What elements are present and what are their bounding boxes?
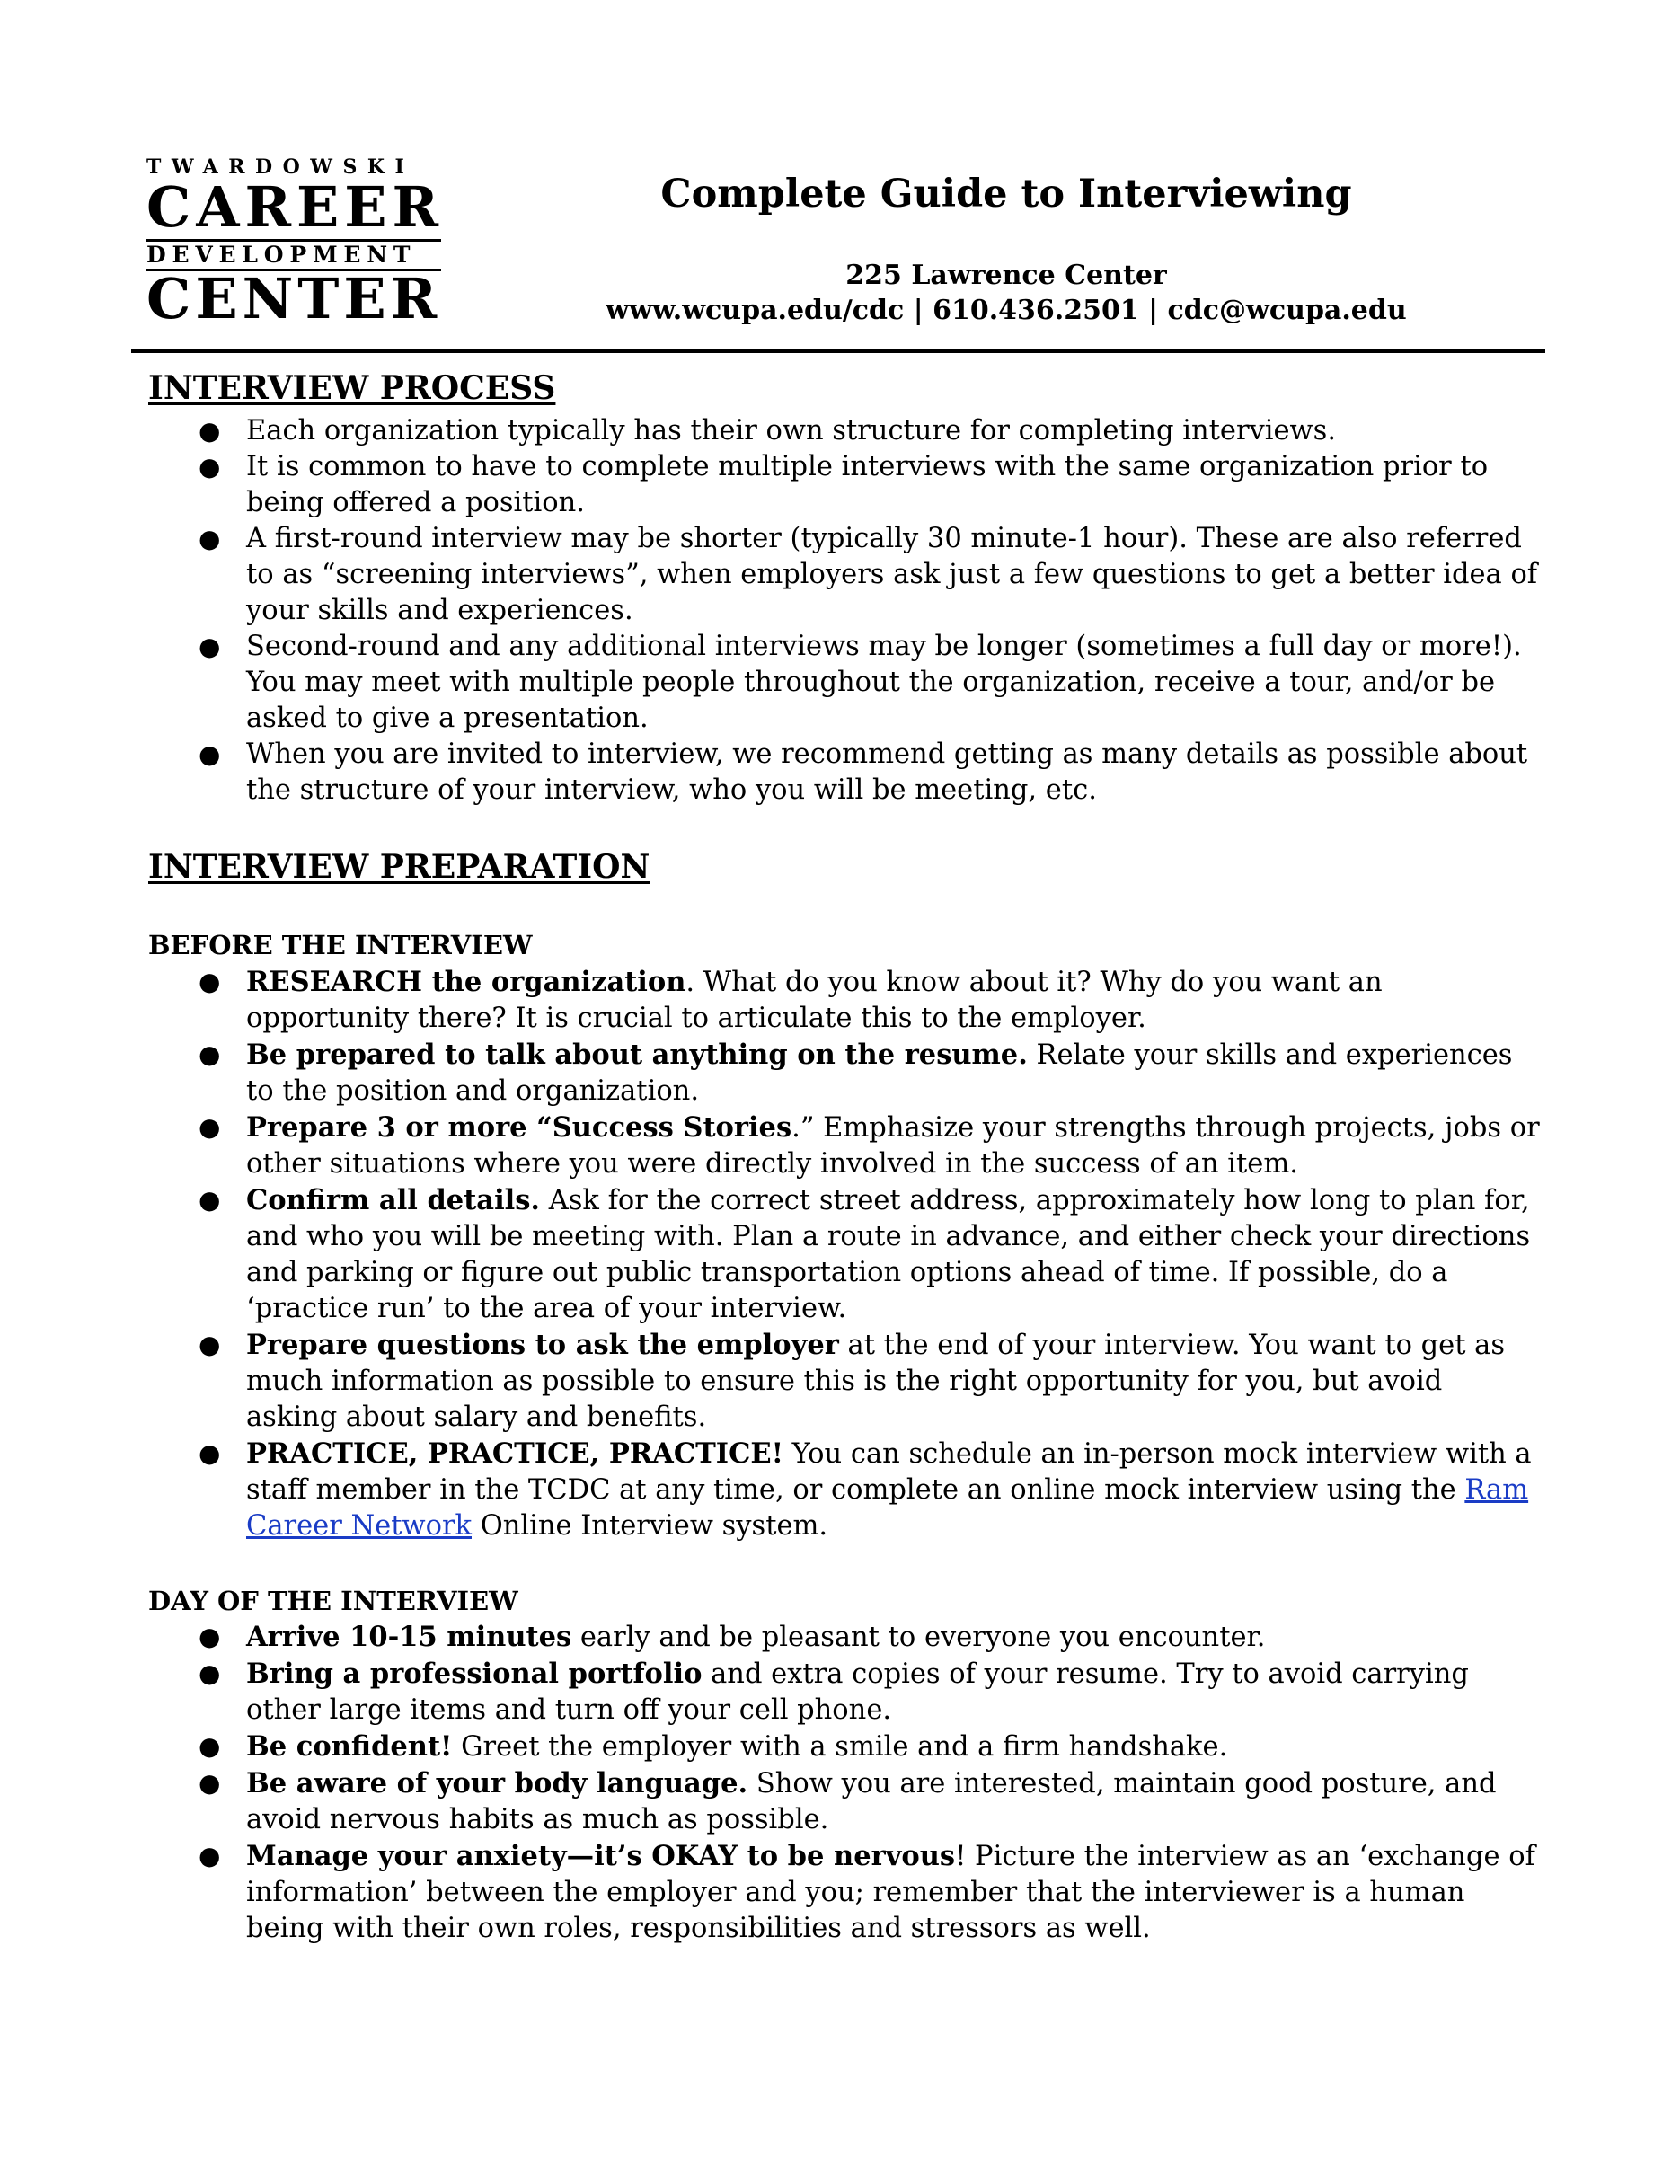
section-heading-preparation: INTERVIEW PREPARATION	[148, 848, 650, 886]
list-item-text: It is common to have to complete multiple interviews with the same organization prior to being offered a position.	[246, 451, 1489, 518]
subheading-before-interview: BEFORE THE INTERVIEW	[148, 930, 533, 960]
bullet-icon: ●	[199, 1112, 221, 1142]
list-item-bold: Prepare 3 or more “Success Stories	[246, 1111, 792, 1144]
list-item-text: early and be pleasant to everyone you encounter.	[571, 1622, 1266, 1653]
list-item-text: Ask for the correct street address, approximately how long to plan for, and who you will be meeting with. Plan a route in advance, and either check your directions and parking or figure out public transportation options ahead of time. If possible, do a ‘practice run’ to the area of your interview.	[246, 1185, 1531, 1324]
header-divider	[131, 349, 1545, 353]
list-item-bold: Arrive 10-15 minutes	[246, 1621, 572, 1653]
list-item-text: You can schedule an in-person mock interview with a staff member in the TCDC at any time, or complete an online mock interview using the	[246, 1438, 1532, 1506]
list-item	[0, 1436, 1540, 1544]
list-item-text: ! Picture the interview as an ‘exchange of information’ between the employer and you; remember that the interviewer is a human being with their own roles, responsibilities and stressors as well.	[246, 1841, 1535, 1944]
list-item-text: at the end of your interview. You want to get as much information as possible to ensure this is the right opportunity for you, but avoid asking about salary and benefits.	[246, 1330, 1506, 1433]
ram-career-network-link[interactable]: Ram Career Network	[246, 1474, 1529, 1542]
day-of-interview-list	[0, 1619, 1540, 1947]
list-item-bold: Manage your anxiety—it’s OKAY to be nervous	[246, 1840, 956, 1872]
list-item-text: . What do you know about it? Why do you want an opportunity there? It is crucial to articulate this to the employer.	[246, 967, 1383, 1034]
list-item-bold: Prepare questions to ask the employer	[246, 1329, 839, 1361]
bullet-icon: ●	[199, 1731, 221, 1761]
bullet-icon: ●	[199, 1185, 221, 1215]
logo-line-development: DEVELOPMENT	[146, 239, 441, 271]
list-item-text: Each organization typically has their own structure for completing interviews.	[246, 415, 1337, 447]
list-item	[0, 413, 1540, 449]
list-item-text: Greet the employer with a smile and a firm handshake.	[452, 1731, 1228, 1763]
bullet-icon: ●	[199, 1658, 221, 1688]
list-item	[0, 449, 1540, 521]
list-item	[0, 1037, 1540, 1110]
bullet-icon: ●	[199, 967, 221, 996]
bullet-icon: ●	[199, 524, 221, 553]
list-item-text: Relate your skills and experiences to the position and organization.	[246, 1039, 1513, 1107]
list-item	[0, 1110, 1540, 1182]
list-item-bold: Be prepared to talk about anything on the resume.	[246, 1039, 1028, 1071]
logo-line-twardowski: TWARDOWSKI	[146, 155, 415, 179]
list-item	[0, 1838, 1540, 1947]
list-item	[0, 521, 1540, 629]
bullet-icon: ●	[199, 1622, 221, 1651]
bullet-icon: ●	[199, 1768, 221, 1798]
list-item-text-after: Online Interview system.	[472, 1510, 828, 1542]
list-item	[0, 1182, 1540, 1327]
list-item-text: and extra copies of your resume. Try to avoid carrying other large items and turn off your cell phone.	[246, 1658, 1469, 1726]
bullet-icon: ●	[199, 1039, 221, 1069]
list-item	[0, 1729, 1540, 1765]
list-item	[0, 1619, 1540, 1656]
section-heading-process: INTERVIEW PROCESS	[148, 369, 556, 407]
career-center-logo	[146, 155, 445, 332]
list-item	[0, 1327, 1540, 1436]
list-item	[0, 737, 1540, 809]
bullet-icon: ●	[199, 1841, 221, 1870]
list-item	[0, 964, 1540, 1037]
bullet-icon: ●	[199, 739, 221, 769]
list-item-bold: Confirm all details.	[246, 1184, 541, 1216]
bullet-icon: ●	[199, 1330, 221, 1359]
list-item-bold: PRACTICE, PRACTICE, PRACTICE!	[246, 1437, 783, 1470]
list-item-bold: Bring a professional portfolio	[246, 1658, 703, 1690]
list-item-bold: Be aware of your body language.	[246, 1767, 748, 1799]
document-title: Complete Guide to Interviewing	[660, 172, 1352, 217]
list-item-text: When you are invited to interview, we recommend getting as many details as possible about the structure of your interview, who you will be meeting, etc.	[246, 738, 1528, 806]
list-item-text: A first-round interview may be shorter (typically 30 minute-1 hour). These are also referred to as “screening interviews”, when employers ask just a few questions to get a better idea of your skills and experiences.	[246, 523, 1538, 626]
office-address: 225 Lawrence Center	[845, 260, 1167, 291]
logo-line-career: CAREER	[146, 174, 445, 240]
bullet-icon: ●	[199, 452, 221, 482]
bullet-icon: ●	[199, 416, 221, 446]
list-item	[0, 629, 1540, 737]
bullet-icon: ●	[199, 632, 221, 661]
list-item-bold: RESEARCH the organization	[246, 966, 686, 998]
list-item	[0, 1656, 1540, 1729]
list-item-text: .” Emphasize your strengths through projects, jobs or other situations where you were directly involved in the success of an item.	[246, 1112, 1540, 1180]
bullet-icon: ●	[199, 1438, 221, 1468]
contact-line: www.wcupa.edu/cdc | 610.436.2501 | cdc@wcupa.edu	[606, 295, 1407, 326]
list-item-bold: Be confident!	[246, 1730, 453, 1763]
list-item-text: Second-round and any additional interviews may be longer (sometimes a full day or more!). You may meet with multiple people throughout the organization, receive a tour, and/or be asked to give a presentation.	[246, 631, 1522, 734]
process-list	[0, 413, 1540, 809]
list-item-text: Show you are interested, maintain good posture, and avoid nervous habits as much as possible.	[246, 1768, 1497, 1835]
list-item	[0, 1765, 1540, 1838]
logo-line-center: CENTER	[146, 266, 442, 332]
before-interview-list	[0, 964, 1540, 1544]
subheading-day-of-interview: DAY OF THE INTERVIEW	[148, 1586, 518, 1616]
